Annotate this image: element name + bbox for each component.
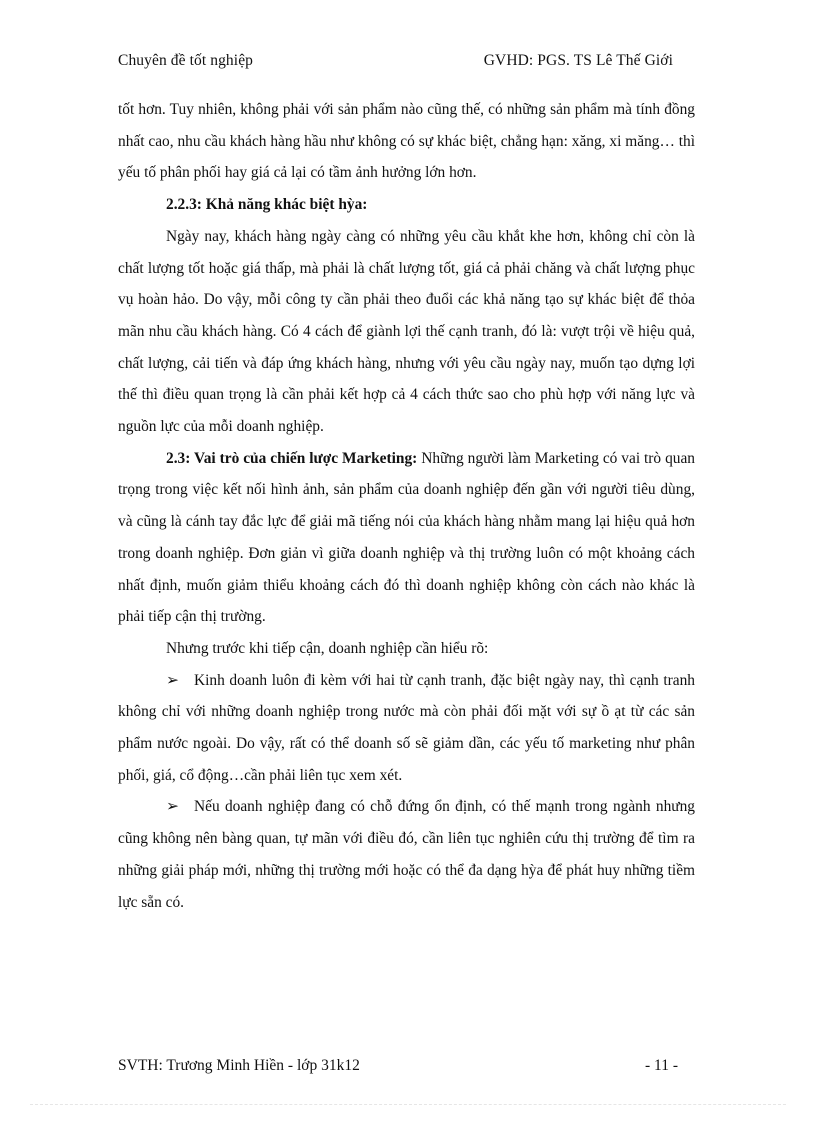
section-heading-2-3: 2.3: Vai trò của chiến lược Marketing: [166,449,418,467]
paragraph-marketing-role [118,443,695,633]
header-course-title: Chuyên đề tốt nghiệp [118,52,254,69]
paragraph-continuation: tốt hơn. Tuy nhiên, không phải với sản phẩm nào cũng thế, có những sản phẩm mà tính đồng nhất cao, nhu cầu khách hàng hầu như không có sự khác biệt, chẳng hạn: xăng, xi măng… thì yếu tố phân phối hay giá cả lại có tầm ảnh hưởng lớn hơn. [118,101,695,182]
page-bottom-border [30,1104,786,1105]
bullet-text: Kinh doanh luôn đi kèm với hai từ cạnh tranh, đặc biệt ngày nay, thì cạnh tranh không chỉ với những doanh nghiệp trong nước mà còn phải đối mặt với sự ồ ạt từ các sản phẩm nước ngoài. Do vậy, rất có thể doanh số sẽ giảm dần, các yếu tố marketing như phân phối, giá, cổ động…cần phải liên tục xem xét. [118,671,695,784]
paragraph-differentiation: Ngày nay, khách hàng ngày càng có những yêu cầu khắt khe hơn, không chỉ còn là chất lượng tốt hoặc giá thấp, mà phải là chất lượng tốt, giá cả phải chăng và chất lượng phục vụ hoàn hảo. Do vậy, mỗi công ty cần phải theo đuổi các khả năng tạo sự khác biệt để thỏa mãn nhu cầu khách hàng. Có 4 cách để giành lợi thế cạnh tranh, đó là: vượt trội về hiệu quả, chất lượng, cải tiến và đáp ứng khách hàng, nhưng với yêu cầu ngày nay, muốn tạo dựng lợi thế thì điều quan trọng là cần phải kết hợp cả 4 cách thức sao cho phù hợp với năng lực và nguồn lực của mỗi doanh nghiệp. [118,227,695,436]
page-number: - 11 - [645,1057,678,1074]
bullet-text: Nếu doanh nghiệp đang có chỗ đứng ổn định, có thế mạnh trong ngành nhưng cũng không nên bàng quan, tự mãn với điều đó, cần liên tục nghiên cứu thị trường để tìm ra những giải pháp mới, những thị trường mới hoặc có thể đa dạng hỳa để phát huy những tiềm lực sẵn có. [118,798,695,911]
header-advisor: GVHD: PGS. TS Lê Thế Giới [483,52,673,69]
arrow-bullet-icon: ➢ [166,671,179,689]
paragraph-marketing-role-text: Những người làm Marketing có vai trò quan trọng trong việc kết nối hình ảnh, sản phẩm của doanh nghiệp đến gần với người tiêu dùng, và cũng là cánh tay đắc lực để giải mã tiếng nói của khách hàng nhằm mang lại hiệu quả hơn trong doanh nghiệp. Đơn giản vì giữa doanh nghiệp và thị trường luôn có một khoảng cách nhất định, muốn giảm thiểu khoảng cách đó thì doanh nghiệp không còn cách nào khác là phải tiếp cận thị trường. [118,449,695,626]
bullet-item [118,791,695,918]
paragraph-intro-list: Nhưng trước khi tiếp cận, doanh nghiệp cần hiểu rõ: [166,639,489,657]
footer-student: SVTH: Trương Minh Hiền - lớp 31k12 [118,1057,360,1074]
section-heading-2-2-3: 2.2.3: Khả năng khác biệt hỳa: [166,196,368,214]
document-body [118,94,695,918]
bullet-item [118,665,695,792]
arrow-bullet-icon: ➢ [166,798,179,816]
